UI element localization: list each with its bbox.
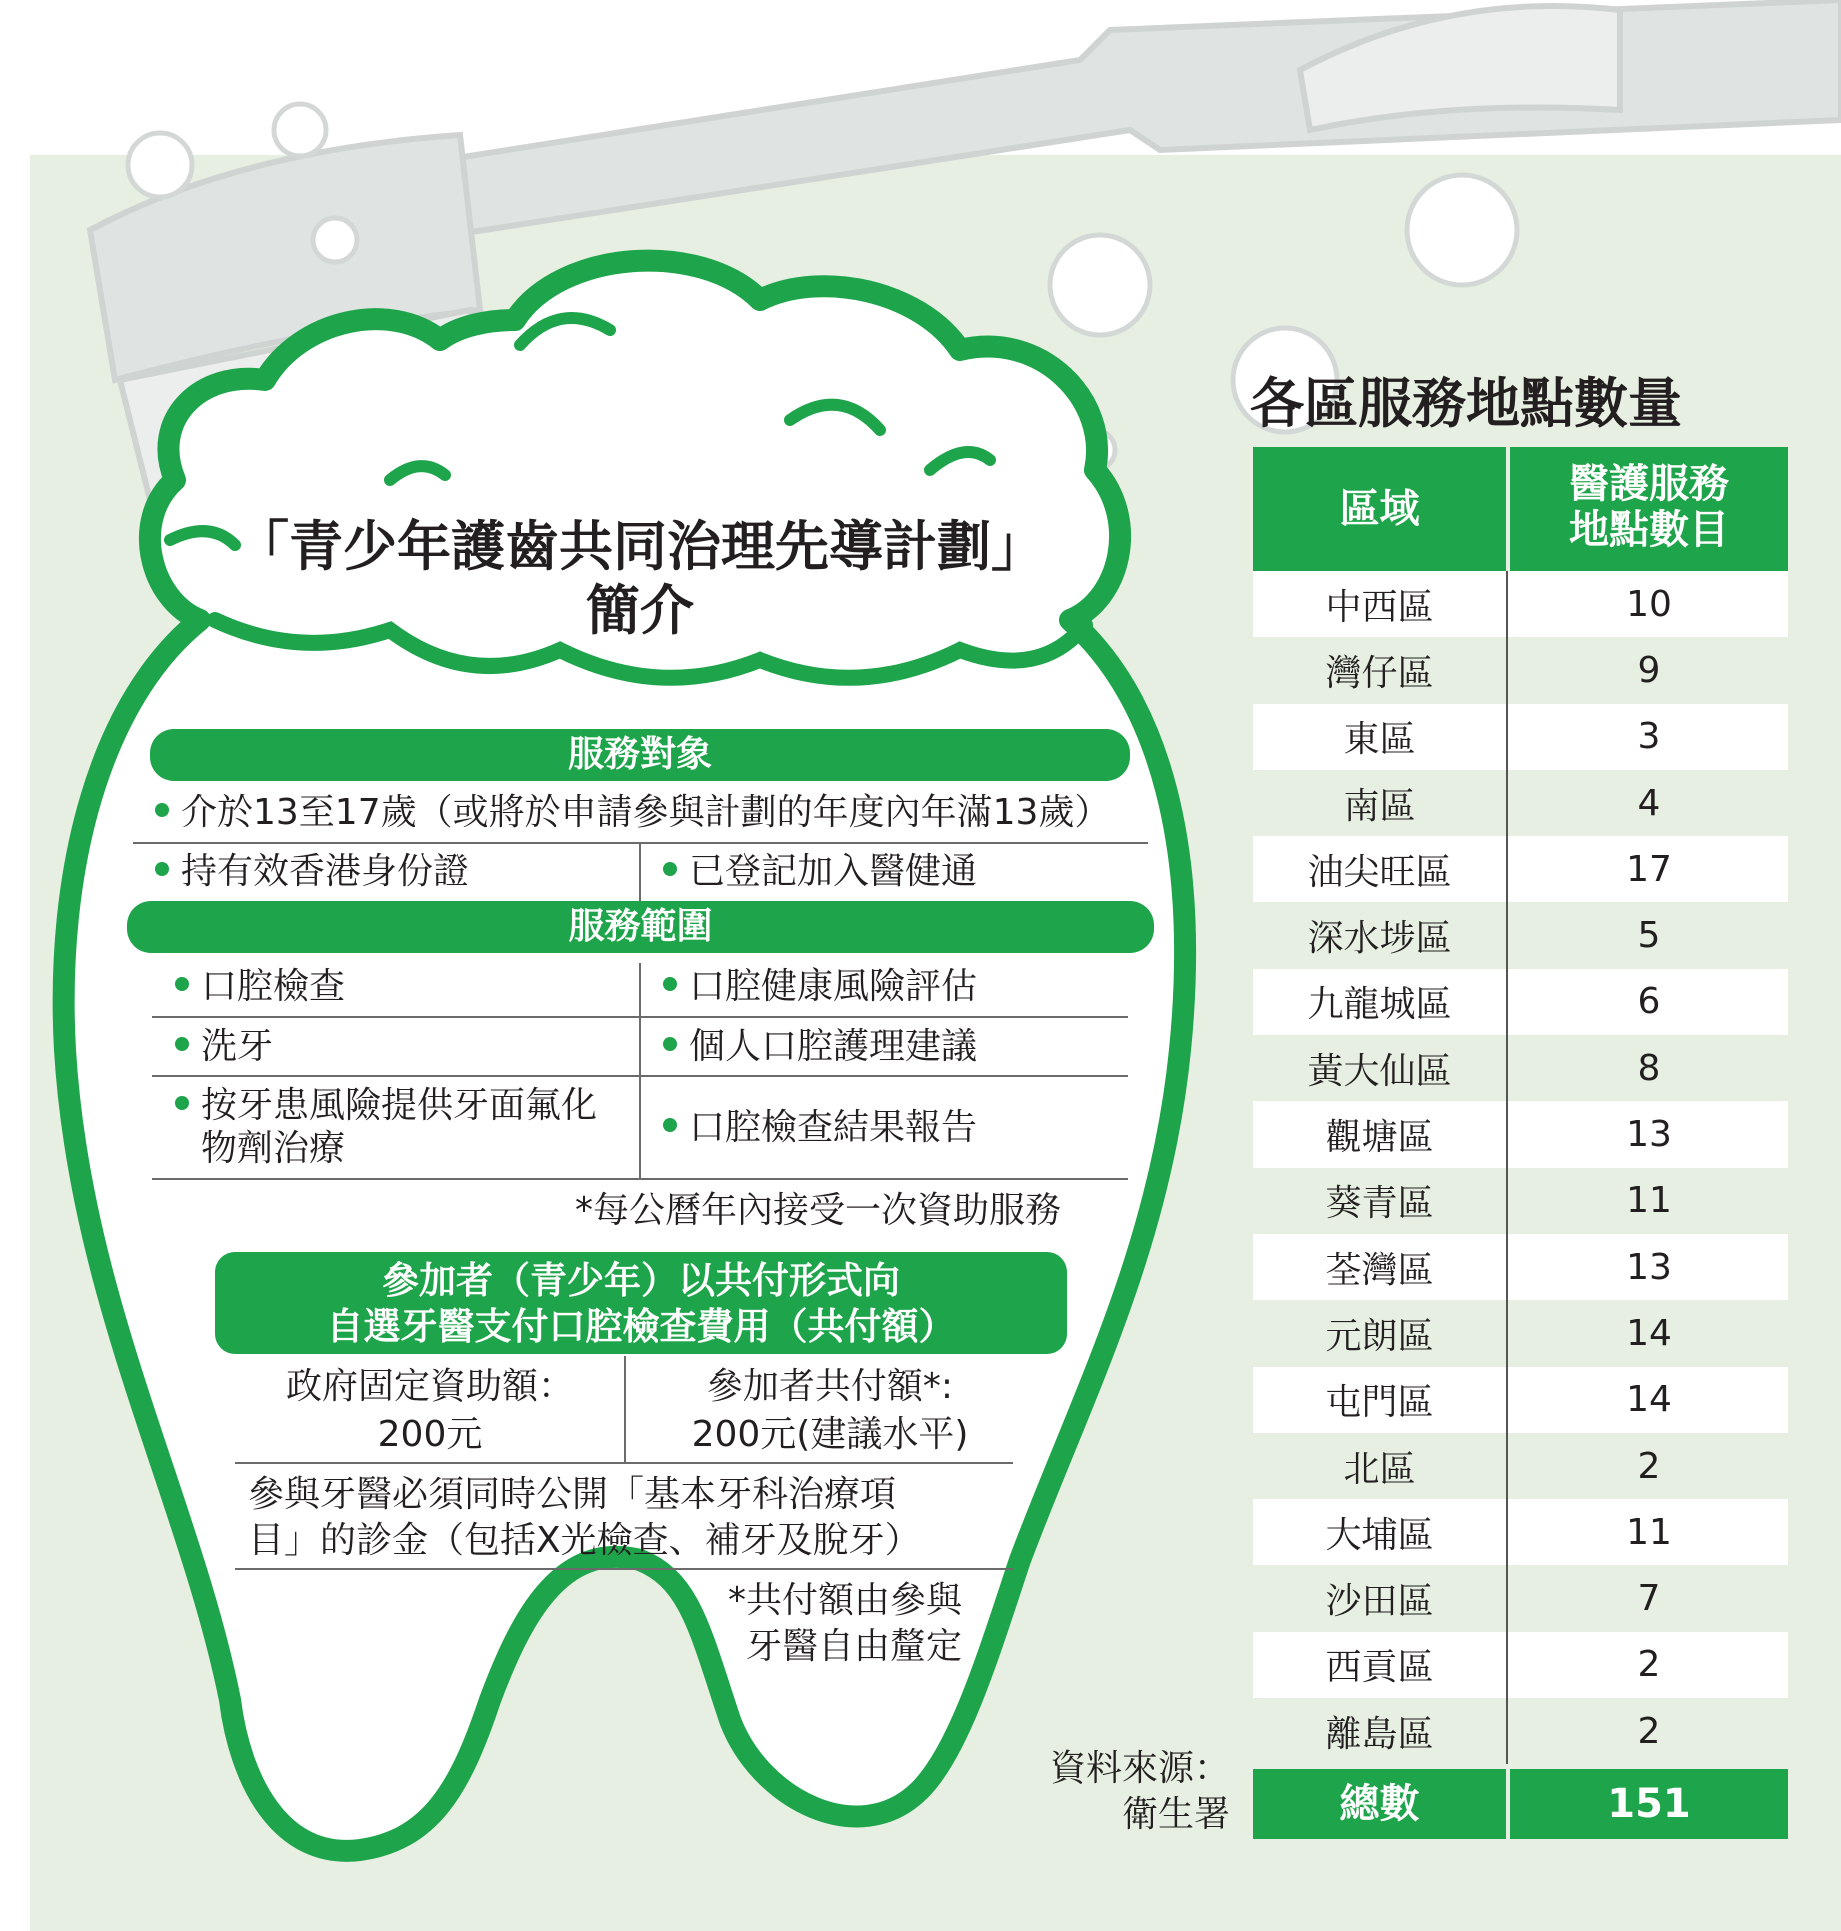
district-cell: 元朗區 [1325,1315,1434,1357]
disclosure-line2: 目」的診金（包括X光檢查、補牙及脫牙） [248,1520,921,1561]
scope-item-text: 口腔檢查 [201,966,346,1007]
district-cell: 荃灣區 [1325,1249,1434,1291]
scope-item [663,966,977,1008]
participant-copay-label: 參加者共付額*: [706,1366,954,1407]
district-table [1253,447,1788,1764]
copay-note-line1: *共付額由參與 [728,1580,963,1621]
column-separator [1506,1367,1508,1433]
table-row [1253,770,1788,836]
district-cell: 九龍城區 [1307,984,1452,1026]
count-cell: 6 [1637,981,1661,1023]
table-row [1253,969,1788,1035]
data-source-label: 資料來源： [1049,1748,1230,1789]
table-row [1253,1168,1788,1234]
district-cell: 深水埗區 [1307,918,1452,960]
column-separator [1506,571,1508,637]
column-separator [1506,1300,1508,1366]
column-header-district: 區域 [1339,486,1420,532]
scope-item-cont: 物劑治療 [201,1128,346,1169]
scope-item [663,1026,977,1068]
scope-item-text: 口腔健康風險評估 [689,966,978,1007]
bullet-icon [175,977,189,991]
table-row [1253,1101,1788,1167]
table-body [1253,571,1788,1764]
district-cell: 屯門區 [1325,1382,1434,1424]
service-target-item-id-text: 持有效香港身份證 [181,851,470,892]
table-row [1253,1565,1788,1631]
column-separator [1506,1035,1508,1101]
table-row [1253,1632,1788,1698]
district-cell: 離島區 [1325,1713,1434,1755]
disclosure-line1: 參與牙醫必須同時公開「基本牙科治療項 [248,1474,897,1515]
table-row [1253,704,1788,770]
service-target-item-ehealth [663,851,977,893]
copay-header [215,1252,1067,1354]
copay-note [728,1580,962,1668]
column-separator [1506,1234,1508,1300]
gov-subsidy-value: 200元 [377,1414,483,1455]
column-separator [1506,902,1508,968]
count-cell: 2 [1637,1644,1661,1686]
count-cell: 5 [1637,915,1661,957]
district-cell: 南區 [1343,785,1416,827]
column-header-count-line1: 醫護服務 [1569,461,1729,507]
column-separator [1506,969,1508,1035]
service-target-item-age [155,792,1110,834]
table-header [1253,447,1788,571]
column-separator [1506,1698,1508,1764]
column-separator [1506,637,1508,703]
district-cell: 沙田區 [1325,1581,1434,1623]
scope-item [663,1107,977,1149]
bullet-icon [663,1118,677,1132]
table-row [1253,1035,1788,1101]
district-cell: 黃大仙區 [1307,1050,1452,1092]
bullet-icon [155,803,169,817]
scope-item-text: 個人口腔護理建議 [689,1026,978,1067]
column-header-count-line2: 地點數目 [1569,507,1729,553]
count-cell: 10 [1626,583,1672,625]
service-target-item-age-text: 介於13至17歲（或將於申請參與計劃的年度內年滿13歲） [181,792,1111,833]
table-row [1253,1433,1788,1499]
bullet-icon [663,862,677,876]
column-header-count [1510,447,1788,571]
service-scope-header: 服務範圍 [127,901,1154,953]
service-target-item-id [155,851,469,893]
bullet-icon [175,1096,189,1110]
copay-note-line2: 牙醫自由釐定 [746,1626,963,1667]
count-cell: 3 [1637,716,1661,758]
table-row [1253,1300,1788,1366]
divider [235,1568,1013,1570]
count-cell: 13 [1626,1246,1672,1288]
service-target-header: 服務對象 [150,729,1130,781]
district-cell: 灣仔區 [1325,652,1434,694]
divider [235,1462,1013,1464]
total-label: 總數 [1339,1781,1420,1827]
scope-item [175,1026,273,1068]
intro-title-line1: 「青少年護齒共同治理先導計劃」 [235,515,1045,578]
copay-header-line2: 自選牙醫支付口腔檢查費用（共付額） [326,1305,956,1348]
district-cell: 大埔區 [1325,1514,1434,1556]
column-separator [1506,770,1508,836]
column-separator [1506,1101,1508,1167]
column-separator [1506,1565,1508,1631]
bullet-icon [175,1037,189,1051]
count-cell: 13 [1626,1114,1672,1156]
data-source-value: 衛生署 [1121,1794,1230,1835]
count-cell: 9 [1637,649,1661,691]
scope-item [175,1085,597,1127]
count-cell: 2 [1637,1710,1661,1752]
count-cell: 11 [1626,1180,1672,1222]
table-row [1253,1698,1788,1764]
data-source [1000,1746,1230,1838]
count-cell: 8 [1637,1047,1661,1089]
district-cell: 東區 [1343,719,1416,761]
count-cell: 2 [1637,1445,1661,1487]
district-cell: 中西區 [1325,586,1434,628]
bullet-icon [663,1037,677,1051]
participant-copay [640,1366,1020,1456]
divider [152,1178,1128,1180]
scope-item-text: 口腔檢查結果報告 [689,1107,978,1148]
table-row [1253,637,1788,703]
intro-title [200,515,1080,643]
column-separator [1506,1499,1508,1565]
count-cell: 17 [1626,848,1672,890]
count-cell: 11 [1626,1511,1672,1553]
district-cell: 北區 [1343,1448,1416,1490]
column-separator [1506,1168,1508,1234]
count-cell: 4 [1637,782,1661,824]
divider [624,1356,626,1462]
count-cell: 14 [1626,1312,1672,1354]
gov-subsidy-label: 政府固定資助額： [285,1366,574,1407]
table-row [1253,571,1788,637]
column-separator [1506,836,1508,902]
table-row [1253,1367,1788,1433]
column-separator [1506,1433,1508,1499]
column-separator [1506,1632,1508,1698]
district-cell: 觀塘區 [1325,1117,1434,1159]
divider [639,963,641,1178]
scope-item-text: 洗牙 [201,1026,274,1067]
table-row [1253,1234,1788,1300]
scope-item-text: 按牙患風險提供牙面氟化 [201,1085,598,1126]
table-row [1253,836,1788,902]
table-row [1253,902,1788,968]
copay-header-line1: 參加者（青少年）以共付形式向 [382,1259,900,1302]
scope-item [175,966,345,1008]
intro-title-line2: 簡介 [586,579,694,642]
bullet-icon [155,862,169,876]
count-cell: 7 [1637,1578,1661,1620]
column-separator [1506,704,1508,770]
bullet-icon [663,977,677,991]
total-value: 151 [1607,1781,1691,1827]
scope-note: *每公曆年內接受一次資助服務 [575,1190,1062,1231]
district-cell: 油尖旺區 [1307,851,1452,893]
service-target-item-ehealth-text: 已登記加入醫健通 [689,851,978,892]
gov-subsidy [240,1366,620,1456]
table-total-row [1253,1769,1788,1839]
count-cell: 14 [1626,1379,1672,1421]
disclosure-text [248,1474,921,1562]
divider [639,843,641,901]
table-row [1253,1499,1788,1565]
district-cell: 西貢區 [1325,1647,1434,1689]
participant-copay-value: 200元(建議水平) [691,1414,969,1455]
district-cell: 葵青區 [1325,1183,1434,1225]
district-table-title: 各區服務地點數量 [1250,372,1682,435]
